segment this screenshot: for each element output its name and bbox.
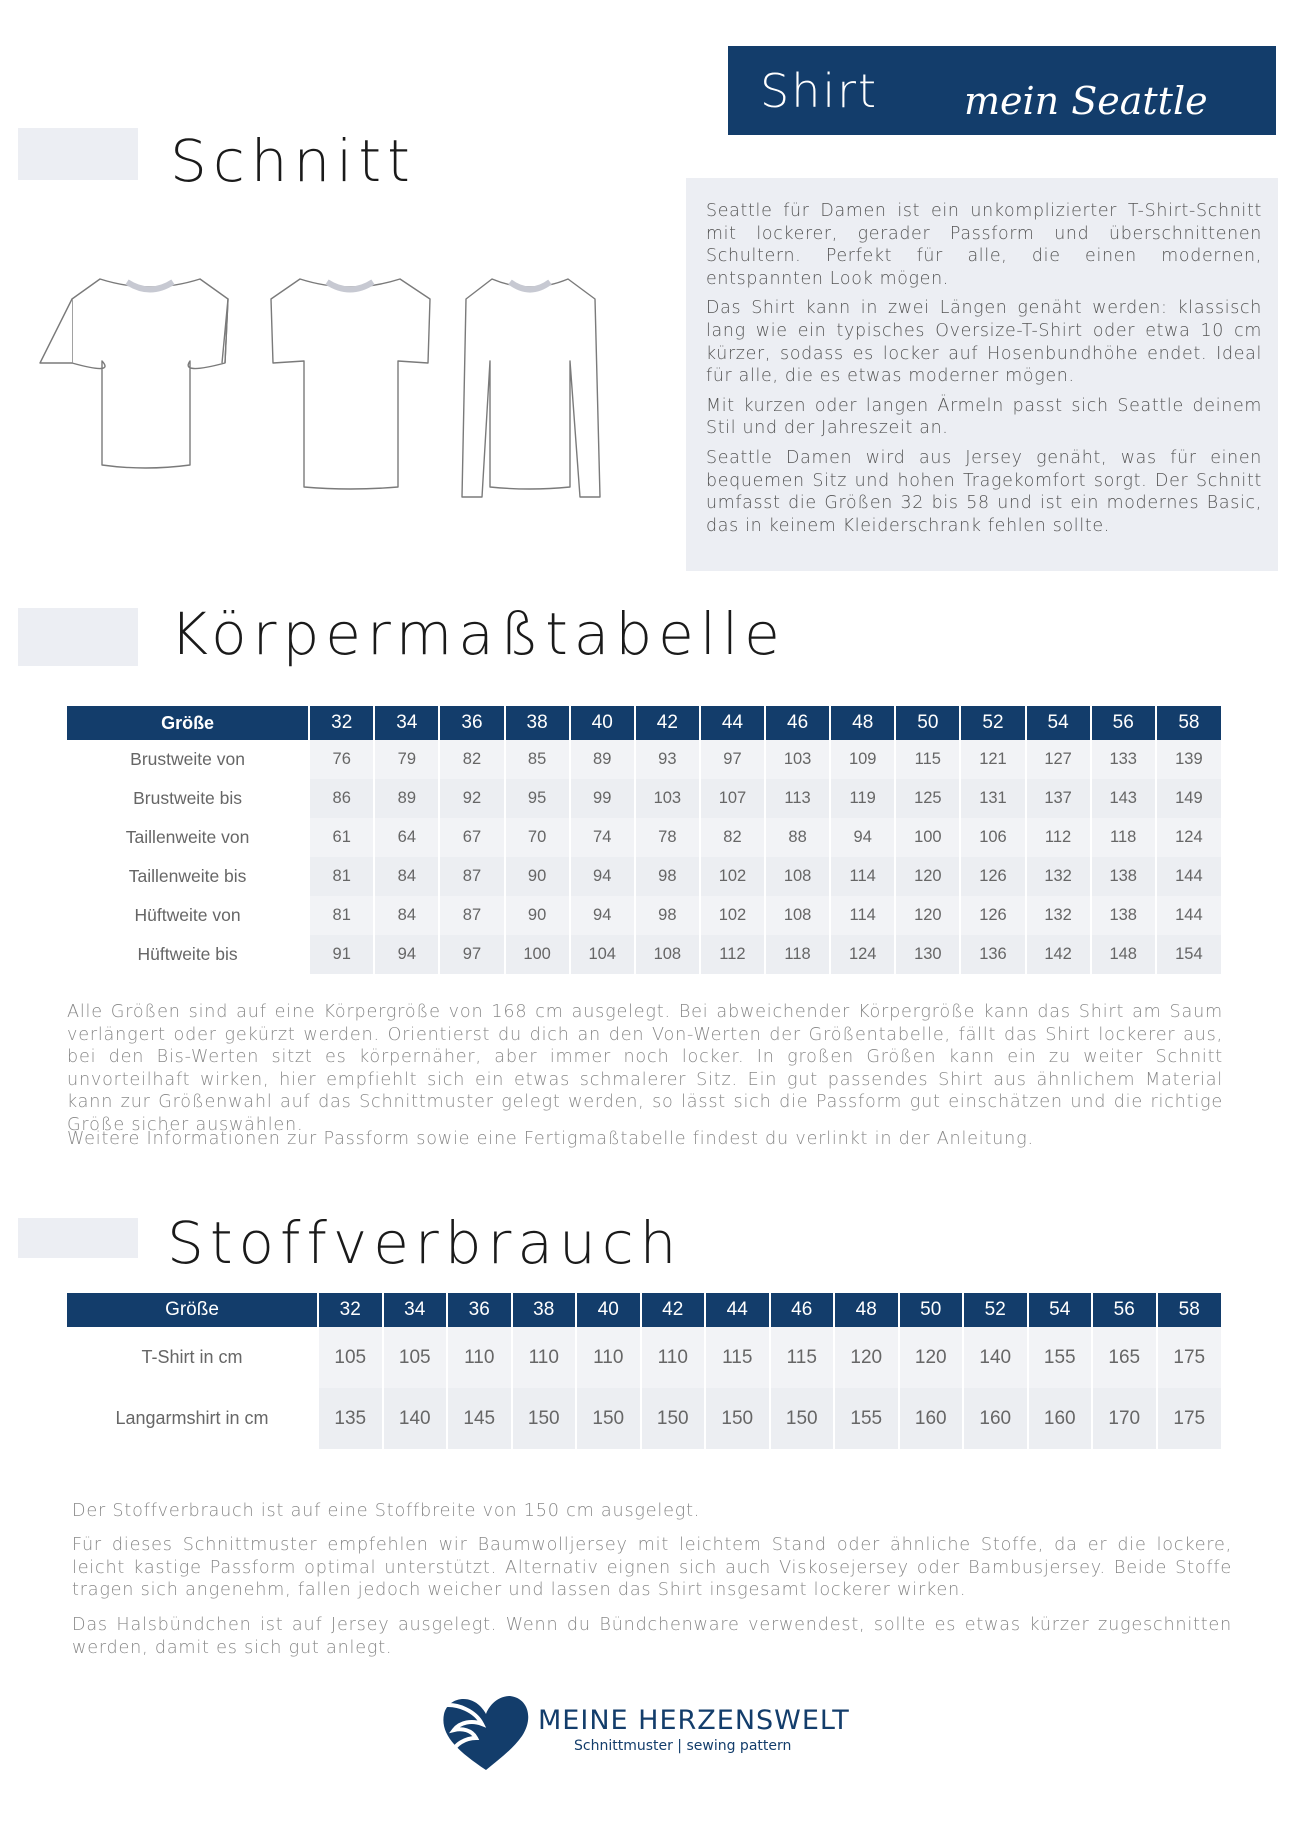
table-cell: 120 <box>899 1327 964 1388</box>
description-paragraph: Mit kurzen oder langen Ärmeln passt sich Seattle deinem Stil und der Jahreszeit an. <box>706 395 1262 439</box>
table-cell: 98 <box>635 857 700 896</box>
table-cell: 150 <box>705 1388 770 1449</box>
table-cell: 120 <box>834 1327 899 1388</box>
description-panel <box>686 178 1278 571</box>
size-header: 56 <box>1092 1293 1157 1327</box>
size-header: 44 <box>700 706 765 740</box>
table-header-row <box>67 706 1221 740</box>
table-cell: 112 <box>700 935 765 974</box>
size-header: 38 <box>505 706 570 740</box>
size-header: 50 <box>895 706 960 740</box>
table-cell: 124 <box>830 935 895 974</box>
table-cell: 110 <box>641 1327 706 1388</box>
table-cell: 154 <box>1156 935 1221 974</box>
size-header: 40 <box>570 706 635 740</box>
row-label: Brustweite bis <box>133 788 243 808</box>
table-cell: 74 <box>570 818 635 857</box>
table-cell: 145 <box>447 1388 512 1449</box>
table-cell: 160 <box>899 1388 964 1449</box>
table-cell: 95 <box>505 779 570 818</box>
size-header: 56 <box>1091 706 1156 740</box>
table-cell: 126 <box>960 857 1025 896</box>
table-cell: 160 <box>963 1388 1028 1449</box>
size-header: 58 <box>1156 706 1221 740</box>
table-cell: 100 <box>895 818 960 857</box>
size-header: 40 <box>576 1293 641 1327</box>
table-cell: 93 <box>635 740 700 779</box>
table-cell: 136 <box>960 935 1025 974</box>
table-cell: 102 <box>700 896 765 935</box>
table-cell: 175 <box>1157 1327 1222 1388</box>
fabric-note-paragraph: Das Halsbündchen ist auf Jersey ausgelegt. Wenn du Bündchenware verwendest, sollte es etwas kürzer zugeschnitten werden, damit es sich gut anlegt. <box>72 1615 1232 1658</box>
table-cell: 142 <box>1026 935 1091 974</box>
table-cell: 88 <box>765 818 830 857</box>
table-cell: 91 <box>309 935 374 974</box>
table-cell: 118 <box>765 935 830 974</box>
table-cell: 139 <box>1156 740 1221 779</box>
header-banner <box>728 46 1276 135</box>
table-cell: 103 <box>765 740 830 779</box>
table-cell: 132 <box>1026 857 1091 896</box>
table-cell: 94 <box>570 857 635 896</box>
table-cell: 120 <box>895 857 960 896</box>
table-cell: 78 <box>635 818 700 857</box>
table-row <box>67 896 1221 935</box>
size-header: 46 <box>765 706 830 740</box>
size-header: 36 <box>439 706 504 740</box>
table-cell: 70 <box>505 818 570 857</box>
size-header: 52 <box>963 1293 1028 1327</box>
table-cell: 92 <box>439 779 504 818</box>
table-cell: 89 <box>374 779 439 818</box>
size-header: 36 <box>447 1293 512 1327</box>
table-cell: 104 <box>570 935 635 974</box>
table-cell: 103 <box>635 779 700 818</box>
table-cell: 124 <box>1156 818 1221 857</box>
size-header: 38 <box>512 1293 577 1327</box>
table-cell: 67 <box>439 818 504 857</box>
table-cell: 138 <box>1091 896 1156 935</box>
table-cell: 143 <box>1091 779 1156 818</box>
body-note-paragraph: Alle Größen sind auf eine Körpergröße von 168 cm ausgelegt. Bei abweichender Körpergröße kann das Shirt am Saum verlängert oder gekürzt werden. Orientierst du dich an den Von-Werten der Größentabelle, fällt das Shirt lockerer aus, bei den Bis-Werten sitzt es körpernäher, aber immer noch locker. In großen Größen kann ein zu weiter Schnitt unvorteilhaft wirken, hier empfiehlt sich ein etwas schmalerer Sitz. Ein gut passendes Shirt aus ähnlichem Material kann zur Größenwahl auf das Schnittmuster gelegt werden, so lässt sich die Passform gut einschätzen und die richtige Größe sicher auswählen. <box>67 1002 1223 1135</box>
table-cell: 87 <box>439 857 504 896</box>
table-header-row <box>67 1293 1221 1327</box>
section-accent-bar <box>18 128 138 180</box>
table-cell: 94 <box>830 818 895 857</box>
table-cell: 175 <box>1157 1388 1222 1449</box>
table-cell: 84 <box>374 857 439 896</box>
size-header: 54 <box>1028 1293 1093 1327</box>
table-cell: 150 <box>512 1388 577 1449</box>
table-cell: 81 <box>309 857 374 896</box>
table-cell: 82 <box>439 740 504 779</box>
table-cell: 170 <box>1092 1388 1157 1449</box>
table-cell: 108 <box>765 857 830 896</box>
table-cell: 97 <box>700 740 765 779</box>
fabric-note-paragraph: Für dieses Schnittmuster empfehlen wir Baumwolljersey mit leichtem Stand oder ähnliche Stoffe, da er die lockere, leicht kastige Passform optimal unterstützt. Alternativ eignen sich auch Viskosejersey oder Bambusjersey. Beide Stoffe tragen sich angenehm, fallen jedoch weicher und lassen das Shirt insgesamt lockerer wirken. <box>72 1535 1232 1600</box>
table-cell: 150 <box>576 1388 641 1449</box>
table-cell: 121 <box>960 740 1025 779</box>
row-label: Taillenweite von <box>125 827 250 847</box>
table-cell: 90 <box>505 857 570 896</box>
table-cell: 61 <box>309 818 374 857</box>
size-header: 34 <box>374 706 439 740</box>
logo-tagline: Schnittmuster | sewing pattern <box>574 1738 792 1754</box>
table-cell: 131 <box>960 779 1025 818</box>
table-cell: 155 <box>834 1388 899 1449</box>
size-header: 46 <box>770 1293 835 1327</box>
table-cell: 165 <box>1092 1327 1157 1388</box>
table-cell: 110 <box>512 1327 577 1388</box>
tshirt-short-drawing <box>40 279 228 468</box>
section-accent-bar <box>18 608 138 666</box>
table-cell: 105 <box>318 1327 383 1388</box>
table-row <box>67 1327 1221 1388</box>
table-cell: 155 <box>1028 1327 1093 1388</box>
table-cell: 84 <box>374 896 439 935</box>
table-cell: 140 <box>963 1327 1028 1388</box>
table-cell: 119 <box>830 779 895 818</box>
table-cell: 137 <box>1026 779 1091 818</box>
table-row <box>67 857 1221 896</box>
table-cell: 64 <box>374 818 439 857</box>
table-cell: 160 <box>1028 1388 1093 1449</box>
description-paragraph: Seattle für Damen ist ein unkomplizierter T-Shirt-Schnitt mit lockerer, gerader Passform und überschnittenen Schultern. Perfekt für alle, die einen modernen, entspannten Look mögen. <box>706 201 1262 289</box>
table-cell: 90 <box>505 896 570 935</box>
table-cell: 109 <box>830 740 895 779</box>
table-cell: 112 <box>1026 818 1091 857</box>
row-label: Brustweite von <box>130 749 245 769</box>
table-cell: 150 <box>770 1388 835 1449</box>
size-header: 42 <box>635 706 700 740</box>
size-header: 42 <box>641 1293 706 1327</box>
row-label: T-Shirt in cm <box>141 1347 243 1367</box>
table-cell: 150 <box>641 1388 706 1449</box>
body-note-paragraph: Weitere Informationen zur Passform sowie eine Fertigmaßtabelle findest du verlinkt in der Anleitung. <box>67 1129 1034 1149</box>
table-cell: 87 <box>439 896 504 935</box>
table-row <box>67 740 1221 779</box>
banner-title: Shirt <box>760 64 879 118</box>
row-label: Langarmshirt in cm <box>115 1408 269 1428</box>
size-header: 50 <box>899 1293 964 1327</box>
table-cell: 110 <box>576 1327 641 1388</box>
logo-wordmark: MEINE HERZENSWELT <box>538 1705 850 1736</box>
table-row <box>67 1388 1221 1449</box>
table-cell: 98 <box>635 896 700 935</box>
fabric-note-paragraph: Der Stoffverbrauch ist auf eine Stoffbreite von 150 cm ausgelegt. <box>72 1501 701 1521</box>
size-header: 48 <box>834 1293 899 1327</box>
table-cell: 110 <box>447 1327 512 1388</box>
fabric-consumption-table <box>67 1293 1221 1449</box>
table-cell: 85 <box>505 740 570 779</box>
table-cell: 100 <box>505 935 570 974</box>
table-cell: 115 <box>705 1327 770 1388</box>
table-cell: 86 <box>309 779 374 818</box>
body-measurement-table <box>67 706 1221 974</box>
heart-logo-icon <box>436 1690 536 1776</box>
table-cell: 126 <box>960 896 1025 935</box>
size-header: 48 <box>830 706 895 740</box>
table-cell: 94 <box>570 896 635 935</box>
size-header: 44 <box>705 1293 770 1327</box>
description-paragraph: Seattle Damen wird aus Jersey genäht, was für einen bequemen Sitz und hohen Tragekomfort sorgt. Der Schnitt umfasst die Größen 32 bis 58 und ist ein modernes Basic, das in keinem Kleiderschrank fehlen sollte. <box>706 447 1262 536</box>
size-header: 54 <box>1026 706 1091 740</box>
table-cell: 79 <box>374 740 439 779</box>
table-cell: 82 <box>700 818 765 857</box>
table-cell: 144 <box>1156 896 1221 935</box>
table-cell: 138 <box>1091 857 1156 896</box>
table-cell: 102 <box>700 857 765 896</box>
table-cell: 127 <box>1026 740 1091 779</box>
row-label: Taillenweite bis <box>128 866 247 886</box>
section-title-schnitt: Schnitt <box>170 127 416 195</box>
table-cell: 114 <box>830 857 895 896</box>
table-cell: 120 <box>895 896 960 935</box>
size-header: 34 <box>383 1293 448 1327</box>
table-header-label: Größe <box>67 1293 318 1327</box>
table-cell: 113 <box>765 779 830 818</box>
table-cell: 105 <box>383 1327 448 1388</box>
row-label: Hüftweite von <box>134 905 241 925</box>
table-cell: 108 <box>765 896 830 935</box>
longsleeve-drawing <box>462 279 600 497</box>
table-header-label: Größe <box>67 706 309 740</box>
table-cell: 132 <box>1026 896 1091 935</box>
banner-script-logo <box>964 56 1264 131</box>
garment-drawings <box>30 265 630 515</box>
section-accent-bar <box>18 1218 138 1258</box>
table-cell: 144 <box>1156 857 1221 896</box>
table-cell: 148 <box>1091 935 1156 974</box>
table-cell: 108 <box>635 935 700 974</box>
svg-text:mein Seattle: mein Seattle <box>964 79 1208 123</box>
table-row <box>67 818 1221 857</box>
table-cell: 99 <box>570 779 635 818</box>
table-cell: 118 <box>1091 818 1156 857</box>
table-cell: 106 <box>960 818 1025 857</box>
table-cell: 81 <box>309 896 374 935</box>
size-header: 52 <box>960 706 1025 740</box>
tshirt-long-drawing <box>271 279 430 489</box>
section-title-stoffverbrauch: Stoffverbrauch <box>167 1209 683 1277</box>
table-cell: 94 <box>374 935 439 974</box>
size-header: 32 <box>309 706 374 740</box>
description-paragraph: Das Shirt kann in zwei Längen genäht werden: klassisch lang wie ein typisches Oversize-T-Shirt oder etwa 10 cm kürzer, sodass es locker auf Hosenbundhöhe endet. Ideal für alle, die es etwas moderner mögen. <box>706 298 1262 387</box>
table-row <box>67 935 1221 974</box>
table-cell: 149 <box>1156 779 1221 818</box>
size-header: 58 <box>1157 1293 1222 1327</box>
table-cell: 135 <box>318 1388 383 1449</box>
table-cell: 115 <box>770 1327 835 1388</box>
section-title-koerpermasstabelle: Körpermaßtabelle <box>170 600 786 668</box>
table-cell: 76 <box>309 740 374 779</box>
table-cell: 97 <box>439 935 504 974</box>
table-cell: 140 <box>383 1388 448 1449</box>
table-row <box>67 779 1221 818</box>
table-cell: 114 <box>830 896 895 935</box>
row-label: Hüftweite bis <box>137 944 238 964</box>
table-cell: 115 <box>895 740 960 779</box>
table-cell: 125 <box>895 779 960 818</box>
size-header: 32 <box>318 1293 383 1327</box>
table-cell: 107 <box>700 779 765 818</box>
table-cell: 89 <box>570 740 635 779</box>
table-cell: 130 <box>895 935 960 974</box>
table-cell: 133 <box>1091 740 1156 779</box>
